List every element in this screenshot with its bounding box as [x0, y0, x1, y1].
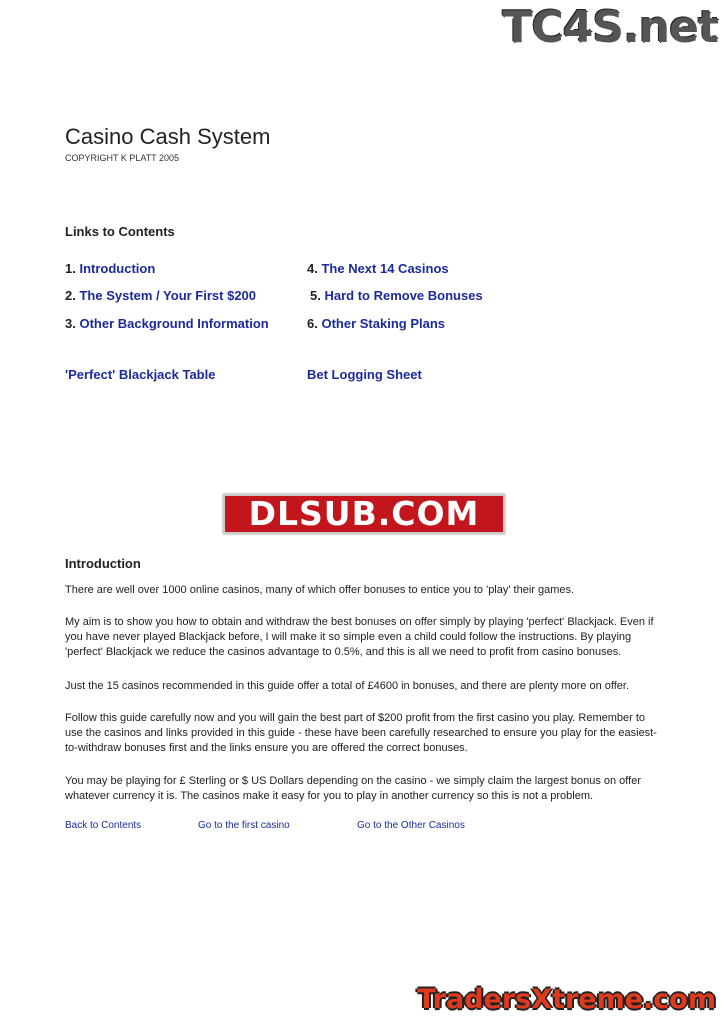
toc-item-introduction[interactable]	[65, 261, 155, 276]
intro-paragraph: My aim is to show you how to obtain and withdraw the best bonuses on offer simply by playing 'perfect' Blackjack. Even if you have never played Blackjack before, I will make it so simple even a child could follow the instructions. By playing 'perfect' Blackjack we reduce the casinos advantage to 0.5%, and this is all we need to profit from casino bonuses.	[65, 616, 654, 658]
toc-link-next-casinos[interactable]: The Next 14 Casinos	[321, 261, 449, 276]
toc-link-background[interactable]: Other Background Information	[79, 316, 269, 331]
blackjack-table-link[interactable]: 'Perfect' Blackjack Table	[65, 367, 216, 382]
tradersxtreme-watermark-logo: TradersXtreme.com	[417, 984, 716, 1015]
intro-paragraph: Just the 15 casinos recommended in this guide offer a total of £4600 in bonuses, and there are plenty more on offer.	[65, 680, 630, 692]
toc-item-staking-plans[interactable]	[307, 316, 445, 331]
document-title: Casino Cash System	[65, 124, 271, 149]
toc-item-number: 1.	[65, 261, 76, 276]
other-casinos-link[interactable]: Go to the Other Casinos	[357, 820, 465, 831]
toc-link-system[interactable]: The System / Your First $200	[79, 288, 257, 303]
tc4s-watermark-logo: TC4S.net	[502, 2, 718, 53]
toc-item-hard-bonuses[interactable]	[310, 288, 483, 303]
introduction-heading: Introduction	[65, 556, 141, 571]
copyright-notice: COPYRIGHT K PLATT 2005	[65, 153, 180, 163]
toc-item-number: 3.	[65, 316, 76, 331]
toc-item-next-casinos[interactable]	[307, 261, 449, 276]
toc-link-introduction[interactable]: Introduction	[79, 261, 156, 276]
back-to-contents-link[interactable]: Back to Contents	[65, 820, 142, 831]
contents-heading: Links to Contents	[65, 224, 175, 239]
intro-paragraph: Follow this guide carefully now and you will gain the best part of $200 profit from the first casino you play. Remember to use the casinos and links provided in this guide - these have been carefully researched to ensure you play for the easiest-to-withdraw bonuses first and the links ensure you are offered the correct bonuses.	[65, 712, 657, 754]
intro-paragraph: You may be playing for £ Sterling or $ US Dollars depending on the casino - we simply claim the largest bonus on offer whatever currency it is. The casinos make it easy for you to play in another currency so this is not a problem.	[65, 775, 641, 802]
bet-logging-sheet-link[interactable]: Bet Logging Sheet	[307, 367, 422, 382]
dlsub-watermark-logo: DLSUB.COM	[223, 494, 505, 534]
toc-item-system[interactable]	[65, 288, 256, 303]
toc-item-number: 6.	[307, 316, 318, 331]
toc-item-number: 5.	[310, 288, 321, 303]
toc-link-staking-plans[interactable]: Other Staking Plans	[321, 316, 446, 331]
toc-item-number: 4.	[307, 261, 318, 276]
toc-item-background[interactable]	[65, 316, 269, 331]
toc-link-hard-bonuses[interactable]: Hard to Remove Bonuses	[324, 288, 483, 303]
toc-item-number: 2.	[65, 288, 76, 303]
first-casino-link[interactable]: Go to the first casino	[198, 820, 290, 831]
intro-paragraph: There are well over 1000 online casinos, many of which offer bonuses to entice you to 'play' their games.	[65, 584, 575, 596]
